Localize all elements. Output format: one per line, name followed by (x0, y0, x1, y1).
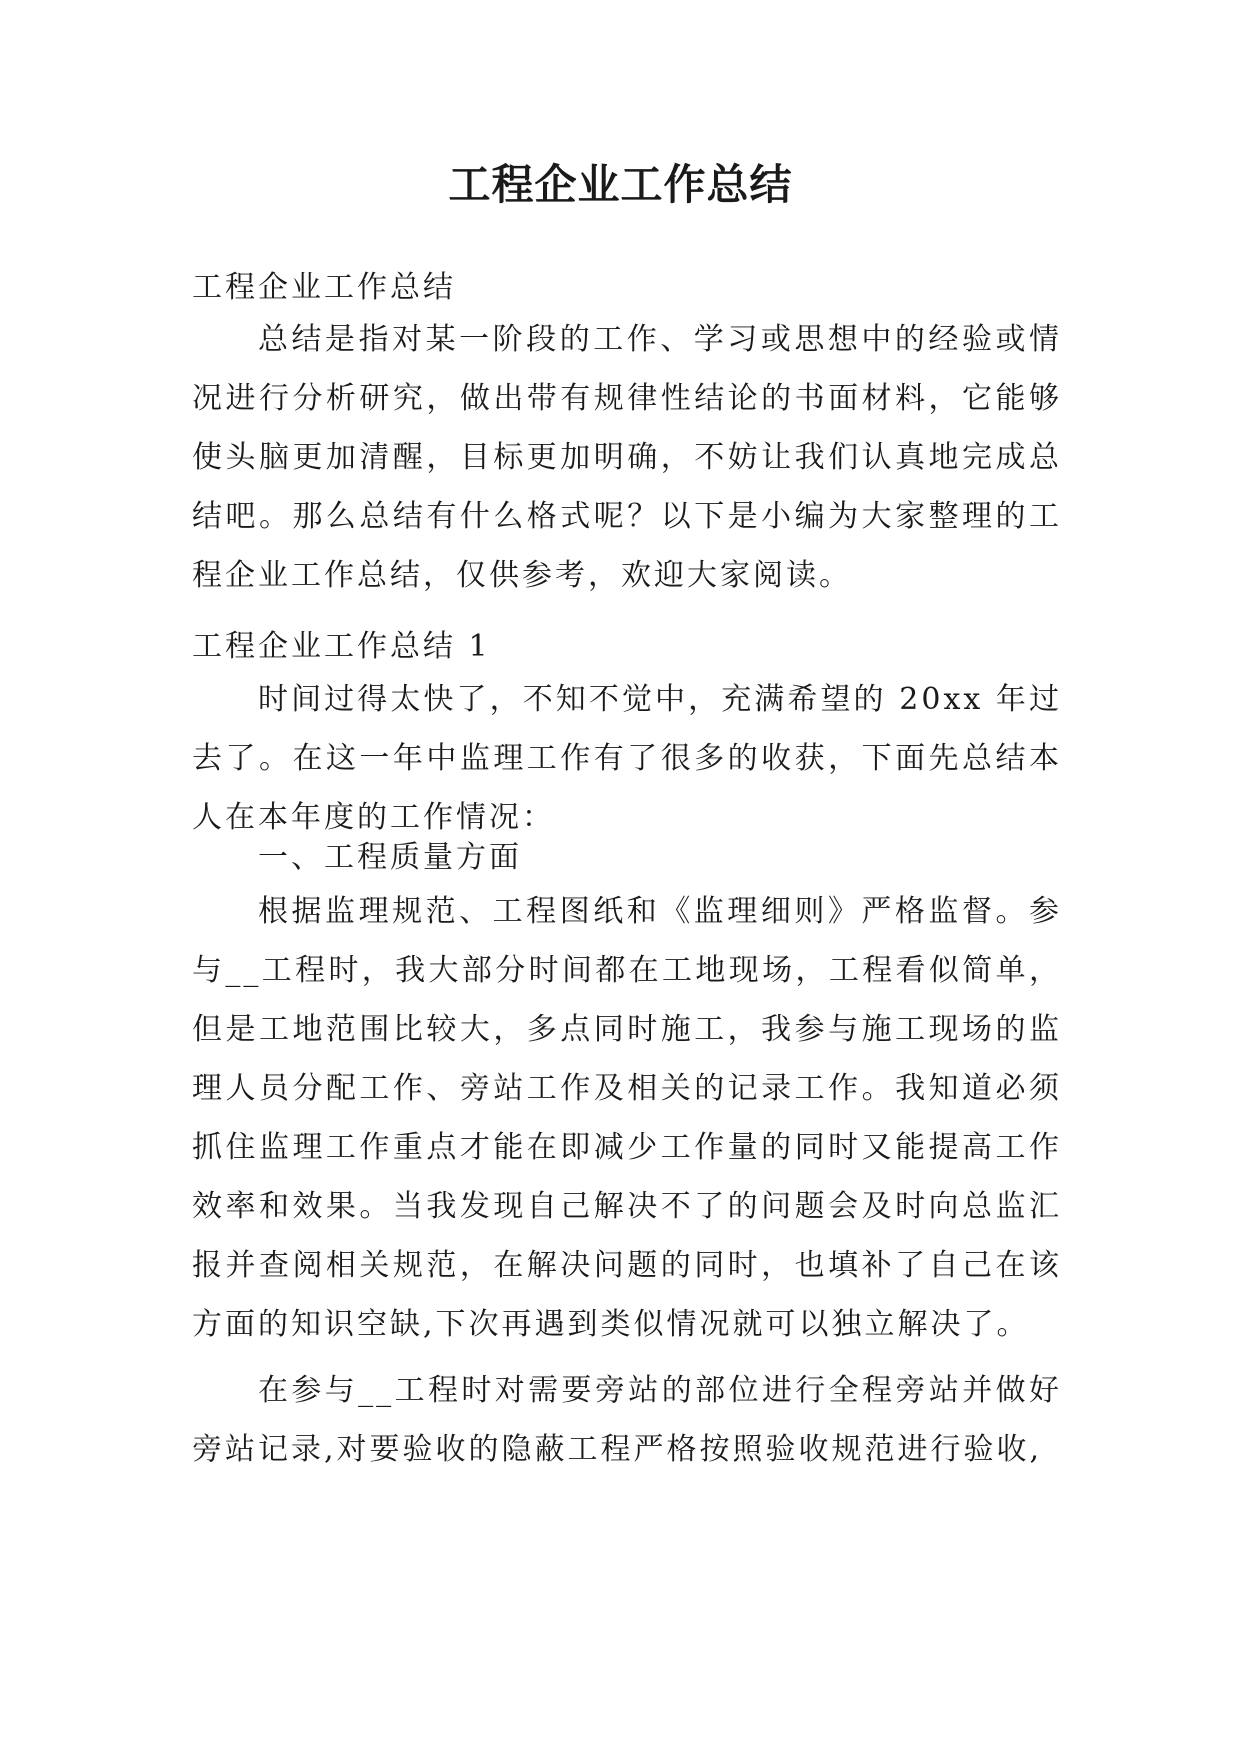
subsection-heading-quality: 一、工程质量方面 (258, 840, 522, 875)
section-1-paragraph-1: 时间过得太快了，不知不觉中，充满希望的 20xx 年过去了。在这一年中监理工作有了很多的收获，下面先总结本人在本年度的工作情况： (192, 682, 1062, 835)
section-1-paragraph-2: 根据监理规范、工程图纸和《监理细则》严格监督。参与__工程时，我大部分时间都在工地现场，工程看似简单，但是工地范围比较大，多点同时施工，我参与施工现场的监理人员分配工作、旁站工作及相关的记录工作。我知道必须抓住监理工作重点才能在即减少工作量的同时又能提高工作效率和效果。当我发现自己解决不了的问题会及时向总监汇报并查阅相关规范，在解决问题的同时，也填补了自己在该方面的知识空缺,下次再遇到类似情况就可以独立解决了。 (192, 894, 1062, 1342)
section-1-heading: 工程企业工作总结 1 (192, 629, 491, 664)
document-title: 工程企业工作总结 (448, 160, 793, 209)
section-1-paragraph-3: 在参与__工程时对需要旁站的部位进行全程旁站并做好旁站记录,对要验收的隐蔽工程严格按照验收规范进行验收, (192, 1373, 1062, 1467)
intro-heading: 工程企业工作总结 (192, 270, 456, 305)
intro-paragraph: 总结是指对某一阶段的工作、学习或思想中的经验或情况进行分析研究，做出带有规律性结论的书面材料，它能够使头脑更加清醒，目标更加明确，不妨让我们认真地完成总结吧。那么总结有什么格式呢？以下是小编为大家整理的工程企业工作总结，仅供参考，欢迎大家阅读。 (192, 322, 1062, 593)
